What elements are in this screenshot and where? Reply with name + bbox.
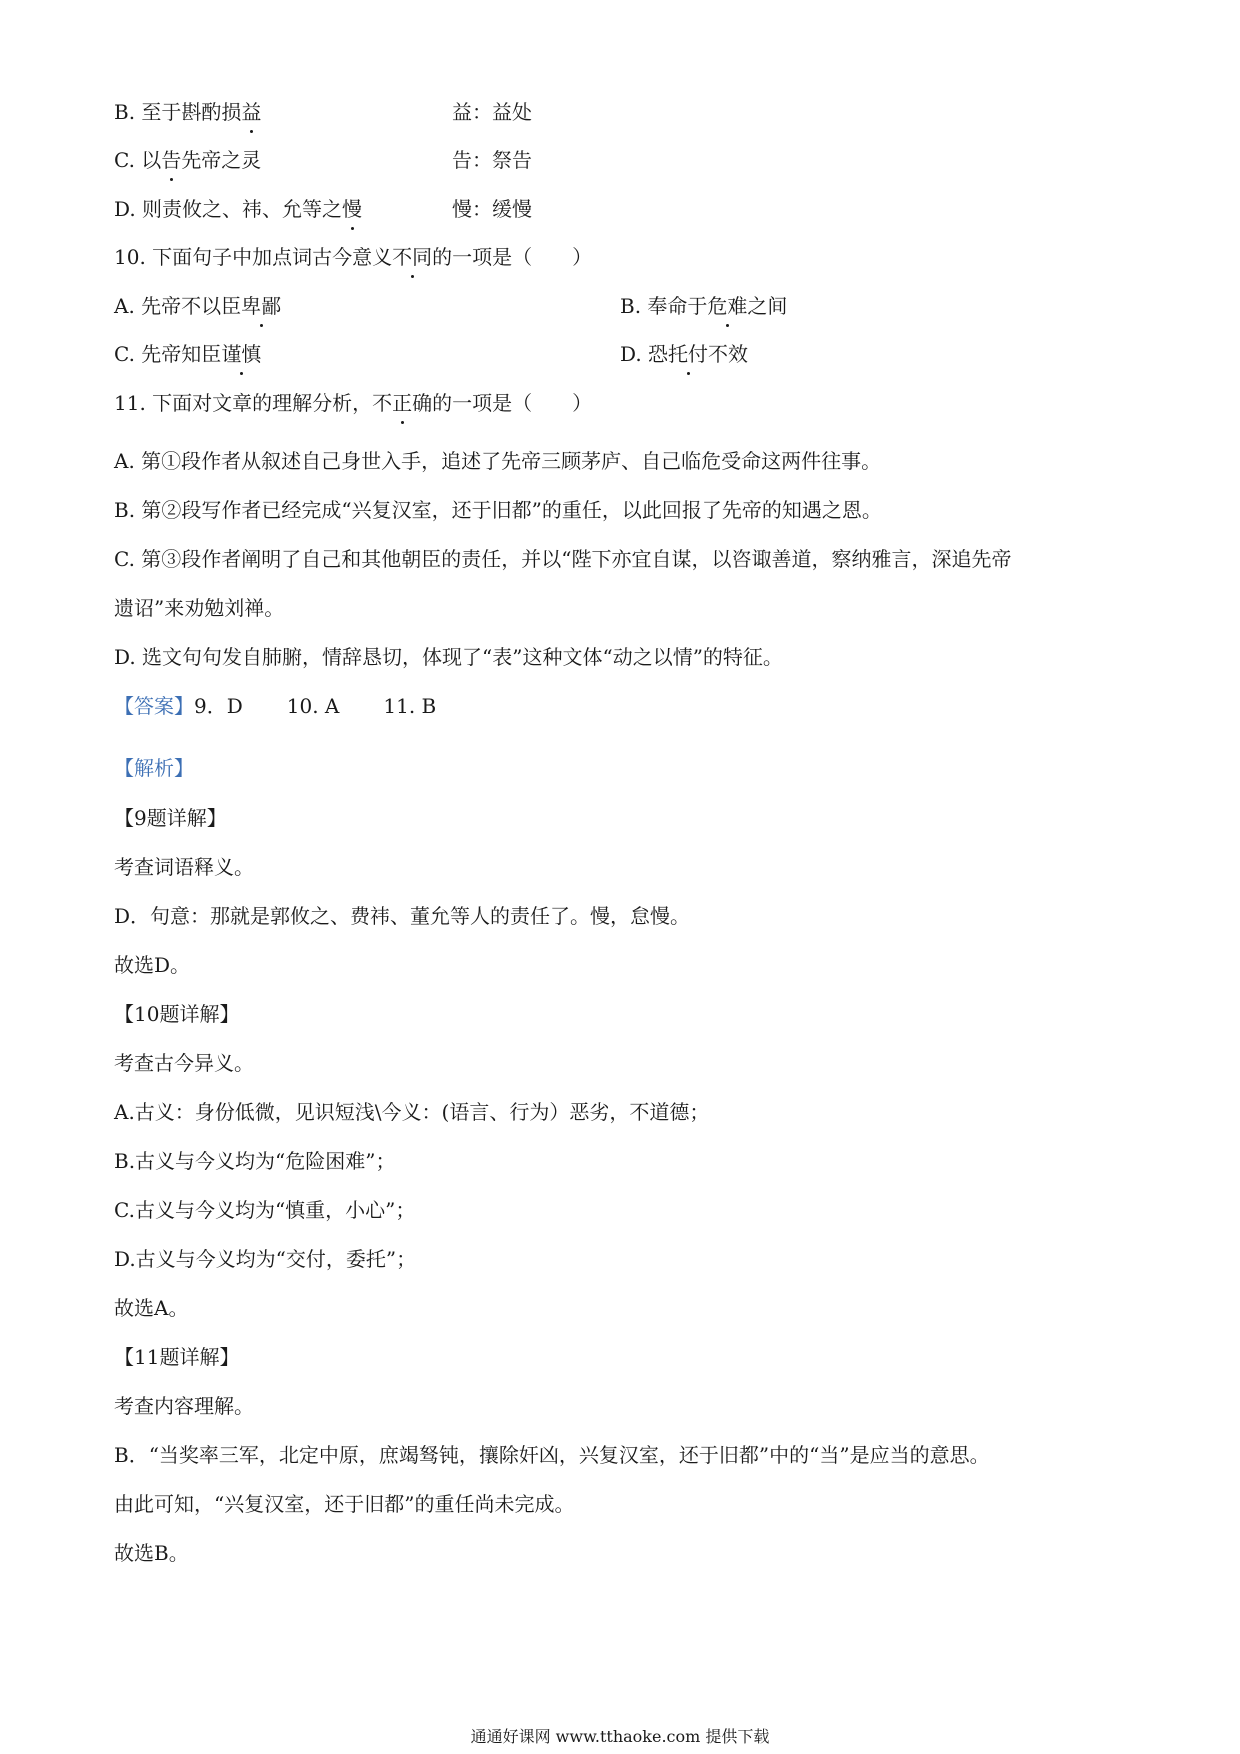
dotted-word: 慢 <box>342 194 362 224</box>
q9-detail: D．句意：那就是郭攸之、费祎、董允等人的责任了。慢，怠慢。 <box>114 904 691 928</box>
q9-conclusion: 故选D。 <box>114 953 191 977</box>
q11-detail-line1: B．“当奖率三军，北定中原，庶竭驽钝，攘除奸凶，兴复汉室，还于旧都”中的“当”是应当的意思。 <box>114 1443 990 1467</box>
q11-stem: 11. 下面对文章的理解分析，不正确的一项是（ ） <box>114 388 592 418</box>
q11-option-c-line1: C. 第③段作者阐明了自己和其他朝臣的责任，并以“陛下亦宜自谋，以咨诹善道，察纳雅言，深追先帝 <box>114 547 1012 571</box>
q10-analysis-b: B.古义与今义均为“危险困难”； <box>114 1149 396 1173</box>
answer-label: 【答案】 <box>114 694 194 718</box>
q9-topic: 考查词语释义。 <box>114 855 254 879</box>
q11-option-c-line2: 遗诏”来劝勉刘禅。 <box>114 596 285 620</box>
q10-option-a: A. 先帝不以臣卑鄙 <box>114 291 281 321</box>
q10-conclusion: 故选A。 <box>114 1296 189 1320</box>
q11-topic: 考查内容理解。 <box>114 1394 254 1418</box>
q10-heading: 【10题详解】 <box>114 1002 240 1026</box>
dotted-word: 卑鄙 <box>241 291 281 321</box>
dotted-word: 危难 <box>707 291 747 321</box>
q10-option-b: B. 奉命于危难之间 <box>620 291 787 321</box>
q9-option-c: C. 以告先帝之灵 <box>114 145 261 175</box>
answer-10: 10. A <box>286 694 340 718</box>
q10-topic: 考查古今异义。 <box>114 1051 254 1075</box>
dotted-word: 不正确 <box>372 388 432 418</box>
q9-option-d-gloss: 慢：缓慢 <box>452 197 532 221</box>
answer-9: 9．D <box>194 694 243 718</box>
q9-option-b: B. 至于斟酌损益 <box>114 97 261 127</box>
answer-11: 11. B <box>383 694 437 718</box>
q10-option-d: D. 恐托付不效 <box>620 339 748 369</box>
page-footer: 通通好课网 www.tthaoke.com 提供下载 <box>470 1727 770 1746</box>
q9-option-d: D. 则责攸之、祎、允等之慢 <box>114 194 362 224</box>
answer-line <box>114 691 436 721</box>
q11-detail-line2: 由此可知，“兴复汉室，还于旧都”的重任尚未完成。 <box>114 1492 575 1516</box>
q9-option-c-gloss: 告：祭告 <box>452 148 532 172</box>
q11-option-a: A. 第①段作者从叙述自己身世入手，追述了先帝三顾茅庐、自己临危受命这两件往事。 <box>114 449 882 473</box>
dotted-word: 托付 <box>668 339 708 369</box>
q9-option-b-gloss: 益：益处 <box>452 100 532 124</box>
dotted-word: 告 <box>161 145 181 175</box>
dotted-word: 谨慎 <box>221 339 261 369</box>
q11-option-b: B. 第②段写作者已经完成“兴复汉室，还于旧都”的重任，以此回报了先帝的知遇之恩。 <box>114 498 882 522</box>
q10-option-c: C. 先帝知臣谨慎 <box>114 339 261 369</box>
q11-option-d: D. 选文句句发自肺腑，情辞恳切，体现了“表”这种文体“动之以情”的特征。 <box>114 645 783 669</box>
q11-conclusion: 故选B。 <box>114 1541 189 1565</box>
dotted-word: 不同 <box>392 242 432 272</box>
q10-analysis-a: A.古义：身份低微，见识短浅\今义：(语言、行为）恶劣，不道德； <box>114 1100 710 1124</box>
q10-analysis-d: D.古义与今义均为“交付，委托”； <box>114 1247 417 1271</box>
q10-stem: 10. 下面句子中加点词古今意义不同的一项是（ ） <box>114 242 592 272</box>
q10-analysis-c: C.古义与今义均为“慎重，小心”； <box>114 1198 416 1222</box>
q9-heading: 【9题详解】 <box>114 806 227 830</box>
analysis-label: 【解析】 <box>114 756 194 780</box>
dotted-word: 益 <box>241 97 261 127</box>
q11-heading: 【11题详解】 <box>114 1345 240 1369</box>
